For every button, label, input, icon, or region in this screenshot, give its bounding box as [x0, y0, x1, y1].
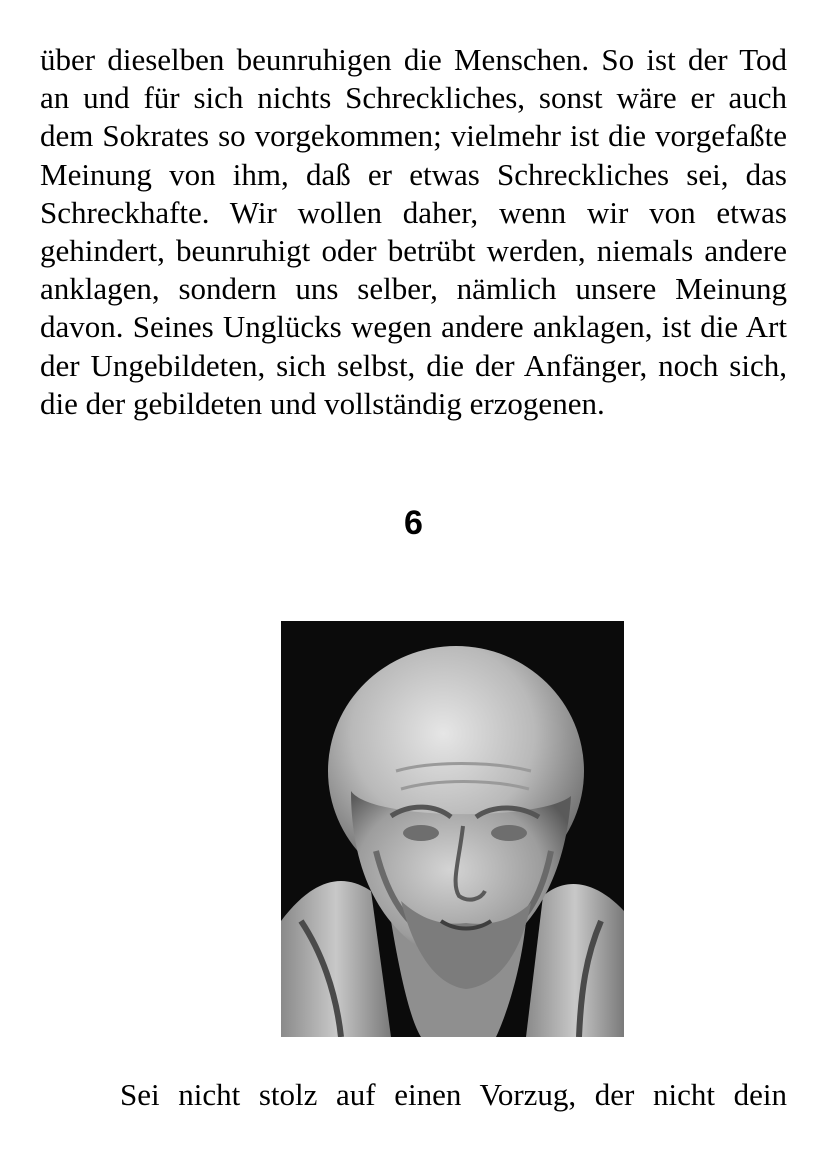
- portrait-bust-image: [281, 621, 624, 1037]
- next-paragraph-start: Sei nicht stolz auf einen Vorzug, der nicht dein: [120, 1077, 787, 1112]
- body-paragraph: über dieselben beunruhigen die Menschen. So ist der Tod an und für sich nichts Schreckliches, sonst wäre er auch dem Sokrates so vorgekommen; vielmehr ist die vorgefaßte Meinung von ihm, daß er etwas Schreckliches sei, das Schreckhafte. Wir wollen daher, wenn wir von etwas gehindert, beunruhigt oder betrübt werden, niemals andere anklagen, sondern uns selber, nämlich unsere Meinung davon. Seines Unglücks wegen andere anklagen, ist die Art der Ungebildeten, sich selbst, die der Anfänger, noch sich, die der gebildeten und vollständig erzogenen.: [40, 42, 787, 421]
- chapter-number: 6: [404, 504, 423, 542]
